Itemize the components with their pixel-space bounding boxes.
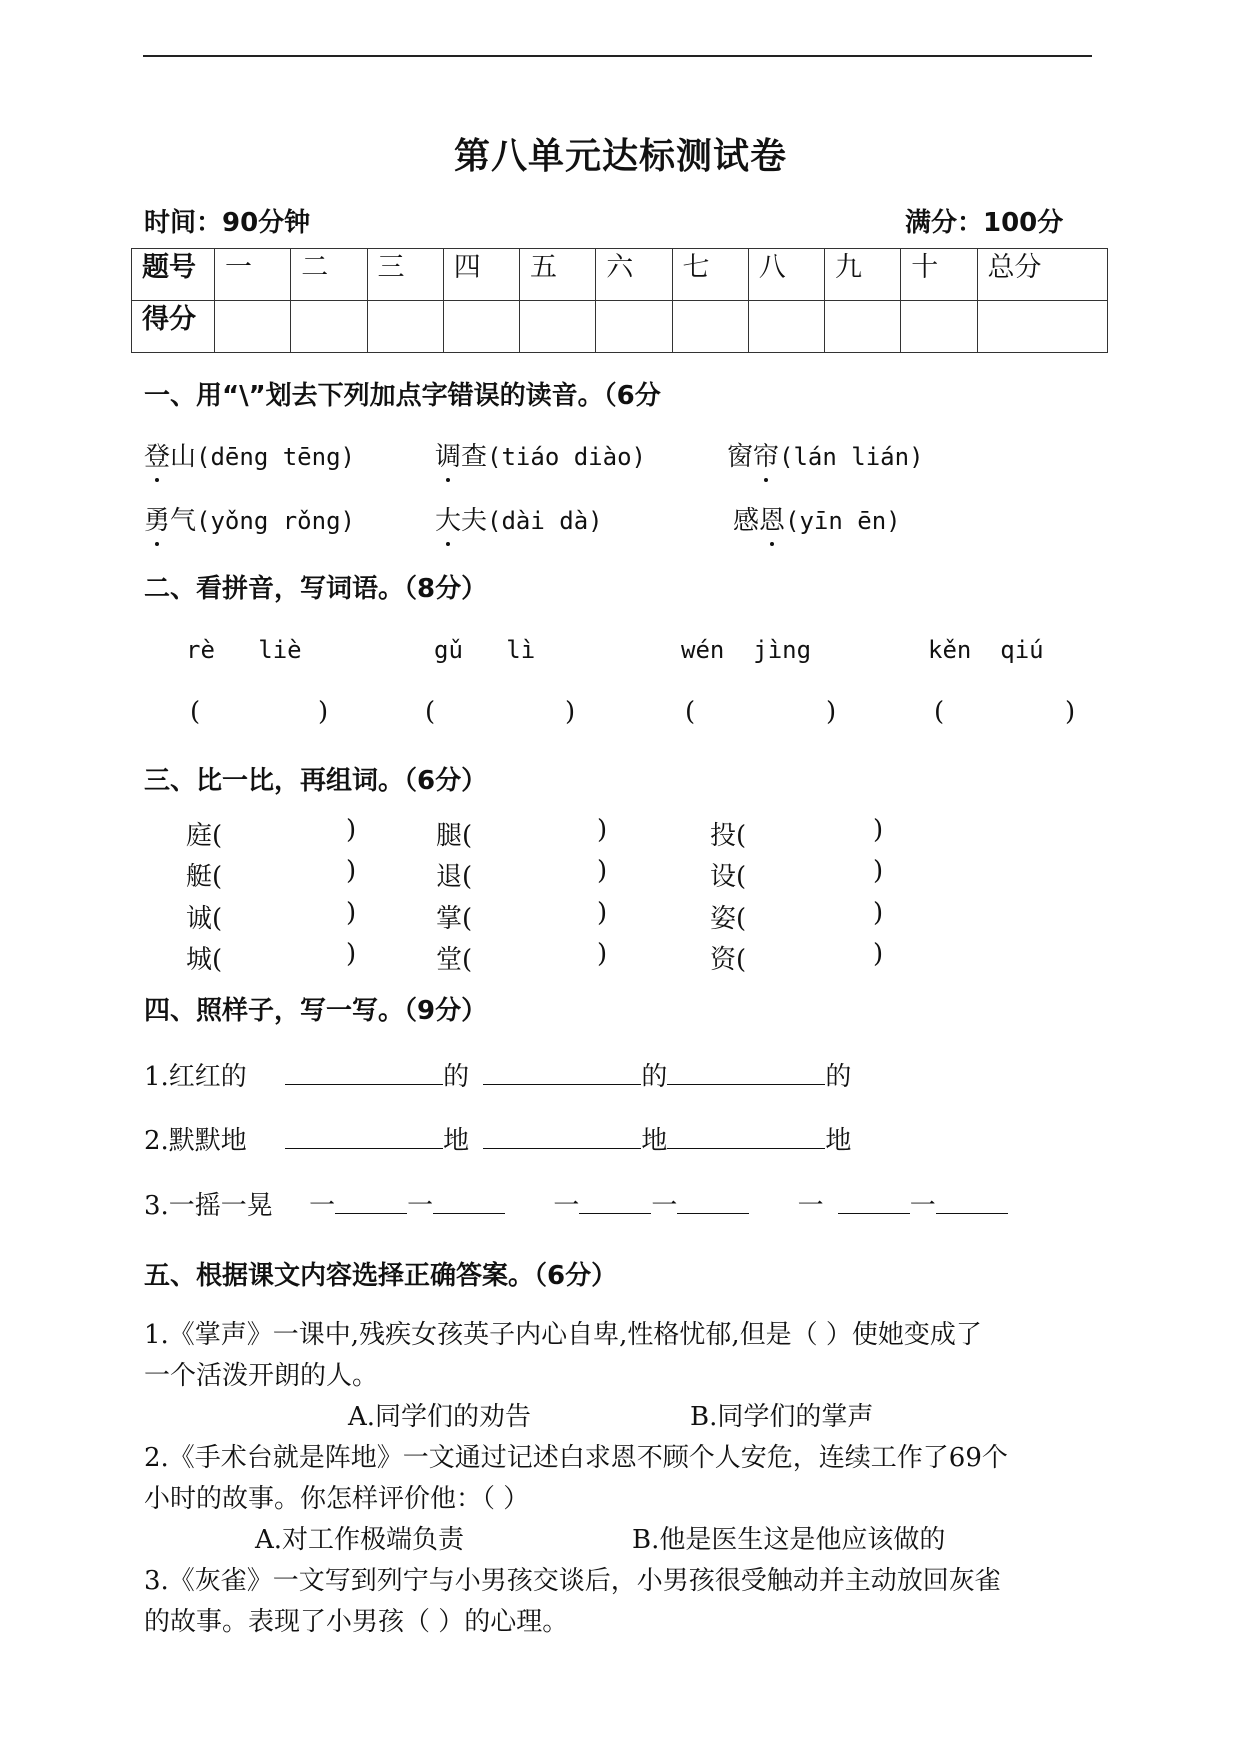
word-answer-box[interactable] bbox=[476, 941, 593, 971]
paren-open: ( bbox=[212, 904, 223, 934]
compare-char-item bbox=[186, 815, 222, 852]
compare-char: 堂 bbox=[436, 945, 463, 975]
full-score: 满分：100分 bbox=[905, 208, 1064, 238]
question-1-option-b[interactable]: B.同学们的掌声 bbox=[690, 1402, 874, 1432]
blank-line[interactable] bbox=[667, 1124, 825, 1149]
answer-box[interactable] bbox=[441, 700, 561, 730]
pattern-item bbox=[144, 1120, 851, 1157]
compare-char-item bbox=[436, 898, 472, 935]
word-answer-box[interactable] bbox=[226, 941, 342, 971]
reading-item bbox=[733, 500, 901, 537]
pinyin-word: wén jìng bbox=[681, 636, 812, 664]
blank-line[interactable] bbox=[936, 1189, 1008, 1214]
answer-paren-open: ( bbox=[934, 697, 945, 727]
paren-close: ) bbox=[873, 815, 884, 845]
page-title: 第八单元达标测试卷 bbox=[453, 136, 787, 177]
compare-char: 掌 bbox=[436, 904, 463, 934]
paren-close: ) bbox=[346, 898, 357, 928]
answer-paren-open: ( bbox=[425, 697, 436, 727]
compare-char-item bbox=[436, 856, 472, 893]
blank-line[interactable] bbox=[677, 1189, 749, 1214]
prefix-char: 一 bbox=[407, 1191, 434, 1221]
suffix-char: 地 bbox=[443, 1126, 470, 1156]
column-label: 四 bbox=[443, 249, 519, 301]
word-answer-box[interactable] bbox=[226, 900, 342, 930]
column-label: 一 bbox=[215, 249, 291, 301]
compare-char: 腿 bbox=[436, 821, 463, 851]
answer-box[interactable] bbox=[701, 700, 821, 730]
reading-item bbox=[727, 436, 924, 473]
paren-close: ) bbox=[346, 939, 357, 969]
pinyin-options: (dài dà) bbox=[487, 507, 603, 535]
prefix-char: 一 bbox=[553, 1191, 580, 1221]
char: 窗 bbox=[727, 442, 754, 472]
score-cell[interactable] bbox=[520, 301, 596, 353]
paren-close: ) bbox=[873, 939, 884, 969]
score-table-score-row bbox=[132, 301, 1108, 353]
pattern-example: 1.红红的 bbox=[144, 1062, 247, 1092]
word-answer-box[interactable] bbox=[750, 817, 869, 847]
question-2-option-b[interactable]: B.他是医生这是他应该做的 bbox=[632, 1525, 946, 1555]
pinyin-word: kěn qiú bbox=[928, 636, 1044, 664]
paren-close: ) bbox=[597, 939, 608, 969]
score-cell[interactable] bbox=[748, 301, 824, 353]
question-3-line-2: 的故事。表现了小男孩（ ）的心理。 bbox=[144, 1607, 569, 1637]
paren-close: ) bbox=[597, 815, 608, 845]
paren-close: ) bbox=[597, 898, 608, 928]
answer-paren-close: ) bbox=[1065, 697, 1076, 727]
score-table bbox=[131, 248, 1108, 353]
prefix-char: 一 bbox=[309, 1191, 336, 1221]
char: 感 bbox=[733, 506, 760, 536]
paren-close: ) bbox=[346, 856, 357, 886]
blank-line[interactable] bbox=[667, 1060, 825, 1085]
column-label: 三 bbox=[367, 249, 443, 301]
compare-char-item bbox=[710, 815, 746, 852]
answer-paren-open: ( bbox=[190, 697, 201, 727]
column-label: 八 bbox=[748, 249, 824, 301]
pattern-example: 3.一摇一晃 bbox=[144, 1191, 273, 1221]
word-answer-box[interactable] bbox=[750, 941, 869, 971]
column-label: 六 bbox=[596, 249, 672, 301]
question-2-option-a[interactable]: A.对工作极端负责 bbox=[255, 1525, 465, 1555]
blank-line[interactable] bbox=[579, 1189, 651, 1214]
prefix-char: 一 bbox=[797, 1191, 824, 1221]
section4-heading: 四、照样子，写一写。（9分） bbox=[144, 996, 488, 1026]
pinyin-word: gǔ lì bbox=[434, 636, 536, 664]
pinyin-options: (dēng tēng) bbox=[196, 443, 355, 471]
paren-open: ( bbox=[736, 821, 747, 851]
suffix-char: 的 bbox=[825, 1062, 852, 1092]
compare-char: 庭 bbox=[186, 821, 213, 851]
word-answer-box[interactable] bbox=[750, 858, 869, 888]
score-cell[interactable] bbox=[825, 301, 901, 353]
dotted-char: 帘 bbox=[753, 436, 779, 473]
reading-item bbox=[144, 436, 355, 473]
paren-open: ( bbox=[212, 862, 223, 892]
word-answer-box[interactable] bbox=[476, 858, 593, 888]
paren-close: ) bbox=[346, 815, 357, 845]
score-cell[interactable] bbox=[443, 301, 519, 353]
compare-char: 姿 bbox=[710, 904, 737, 934]
reading-item bbox=[435, 436, 646, 473]
answer-box[interactable] bbox=[950, 700, 1060, 730]
score-cell[interactable] bbox=[901, 301, 977, 353]
blank-line[interactable] bbox=[335, 1189, 407, 1214]
blank-line[interactable] bbox=[285, 1124, 443, 1149]
compare-char-item bbox=[710, 939, 746, 976]
question-1-line-2: 一个活泼开朗的人。 bbox=[144, 1361, 379, 1391]
section5-heading: 五、根据课文内容选择正确答案。（6分） bbox=[144, 1261, 618, 1291]
section1-heading: 一、用“\”划去下列加点字错误的读音。（6分 bbox=[144, 381, 661, 411]
suffix-char: 的 bbox=[443, 1062, 470, 1092]
compare-char-item bbox=[436, 939, 472, 976]
score-table-header-row bbox=[132, 249, 1108, 301]
char: 查 bbox=[461, 442, 488, 472]
paren-open: ( bbox=[736, 862, 747, 892]
pattern-example: 2.默默地 bbox=[144, 1126, 247, 1156]
char: 山 bbox=[170, 442, 197, 472]
compare-char: 艇 bbox=[186, 862, 213, 892]
dotted-char: 调 bbox=[435, 436, 461, 473]
answer-box[interactable] bbox=[206, 700, 314, 730]
blank-line[interactable] bbox=[483, 1060, 641, 1085]
answer-paren-close: ) bbox=[318, 697, 329, 727]
section3-heading: 三、比一比，再组词。（6分） bbox=[144, 766, 488, 796]
compare-char: 诚 bbox=[186, 904, 213, 934]
score-cell[interactable] bbox=[367, 301, 443, 353]
answer-paren-close: ) bbox=[826, 697, 837, 727]
paren-open: ( bbox=[212, 821, 223, 851]
score-label: 得分 bbox=[132, 301, 215, 353]
column-label: 七 bbox=[672, 249, 748, 301]
char: 夫 bbox=[461, 506, 488, 536]
question-1-option-a[interactable]: A.同学们的劝告 bbox=[348, 1402, 532, 1432]
answer-paren-open: ( bbox=[685, 697, 696, 727]
word-answer-box[interactable] bbox=[226, 817, 342, 847]
column-label: 二 bbox=[291, 249, 367, 301]
answer-paren-close: ) bbox=[565, 697, 576, 727]
compare-char: 资 bbox=[710, 945, 737, 975]
compare-char: 城 bbox=[186, 945, 213, 975]
compare-char-item bbox=[186, 856, 222, 893]
score-cell[interactable] bbox=[215, 301, 291, 353]
reading-item bbox=[144, 500, 355, 537]
score-cell[interactable] bbox=[596, 301, 672, 353]
score-cell[interactable] bbox=[977, 301, 1108, 353]
header-label: 题号 bbox=[132, 249, 215, 301]
blank-line[interactable] bbox=[433, 1189, 505, 1214]
prefix-char: 一 bbox=[651, 1191, 678, 1221]
suffix-char: 的 bbox=[641, 1062, 668, 1092]
paren-open: ( bbox=[736, 904, 747, 934]
column-label: 九 bbox=[825, 249, 901, 301]
paren-open: ( bbox=[212, 945, 223, 975]
paren-open: ( bbox=[462, 821, 473, 851]
compare-char: 设 bbox=[710, 862, 737, 892]
pinyin-options: (lán lián) bbox=[779, 443, 924, 471]
column-label: 总分 bbox=[977, 249, 1108, 301]
column-label: 五 bbox=[520, 249, 596, 301]
question-2-line-2: 小时的故事。你怎样评价他：（ ） bbox=[144, 1484, 530, 1514]
column-label: 十 bbox=[901, 249, 977, 301]
compare-char: 退 bbox=[436, 862, 463, 892]
paren-close: ) bbox=[597, 856, 608, 886]
compare-char-item bbox=[710, 856, 746, 893]
compare-char-item bbox=[186, 898, 222, 935]
char: 气 bbox=[170, 506, 197, 536]
suffix-char: 地 bbox=[825, 1126, 852, 1156]
compare-char: 投 bbox=[710, 821, 737, 851]
paren-open: ( bbox=[462, 945, 473, 975]
score-cell[interactable] bbox=[291, 301, 367, 353]
question-1-line-1: 1.《掌声》一课中,残疾女孩英子内心自卑,性格忧郁,但是（ ）使她变成了 bbox=[144, 1320, 982, 1350]
pattern-item bbox=[144, 1056, 851, 1093]
pinyin-options: (yīn ēn) bbox=[785, 507, 901, 535]
word-answer-box[interactable] bbox=[476, 900, 593, 930]
compare-char-item bbox=[186, 939, 222, 976]
reading-item bbox=[435, 500, 603, 537]
paren-open: ( bbox=[736, 945, 747, 975]
suffix-char: 地 bbox=[641, 1126, 668, 1156]
pinyin-word: rè liè bbox=[186, 636, 302, 664]
dotted-char: 勇 bbox=[144, 500, 170, 537]
pinyin-options: (yǒng rǒng) bbox=[196, 507, 355, 535]
question-3-line-1: 3.《灰雀》一文写到列宁与小男孩交谈后，小男孩很受触动并主动放回灰雀 bbox=[144, 1566, 1001, 1596]
blank-line[interactable] bbox=[285, 1060, 443, 1085]
paren-open: ( bbox=[462, 904, 473, 934]
dotted-char: 大 bbox=[435, 500, 461, 537]
section2-heading: 二、看拼音，写词语。（8分） bbox=[144, 574, 488, 604]
word-answer-box[interactable] bbox=[750, 900, 869, 930]
dotted-char: 登 bbox=[144, 436, 170, 473]
word-answer-box[interactable] bbox=[226, 858, 342, 888]
dotted-char: 恩 bbox=[759, 500, 785, 537]
blank-line[interactable] bbox=[838, 1189, 910, 1214]
paren-close: ) bbox=[873, 898, 884, 928]
question-2-line-1: 2.《手术台就是阵地》一文通过记述白求恩不顾个人安危，连续工作了69个 bbox=[144, 1443, 1008, 1473]
time-limit: 时间：90分钟 bbox=[144, 208, 311, 238]
pinyin-options: (tiáo diào) bbox=[487, 443, 646, 471]
paren-open: ( bbox=[462, 862, 473, 892]
compare-char-item bbox=[710, 898, 746, 935]
compare-char-item bbox=[436, 815, 472, 852]
prefix-char: 一 bbox=[909, 1191, 936, 1221]
blank-line[interactable] bbox=[483, 1124, 641, 1149]
paren-close: ) bbox=[873, 856, 884, 886]
header-rule bbox=[143, 55, 1092, 57]
pattern-item bbox=[144, 1185, 1008, 1222]
score-cell[interactable] bbox=[672, 301, 748, 353]
word-answer-box[interactable] bbox=[476, 817, 593, 847]
